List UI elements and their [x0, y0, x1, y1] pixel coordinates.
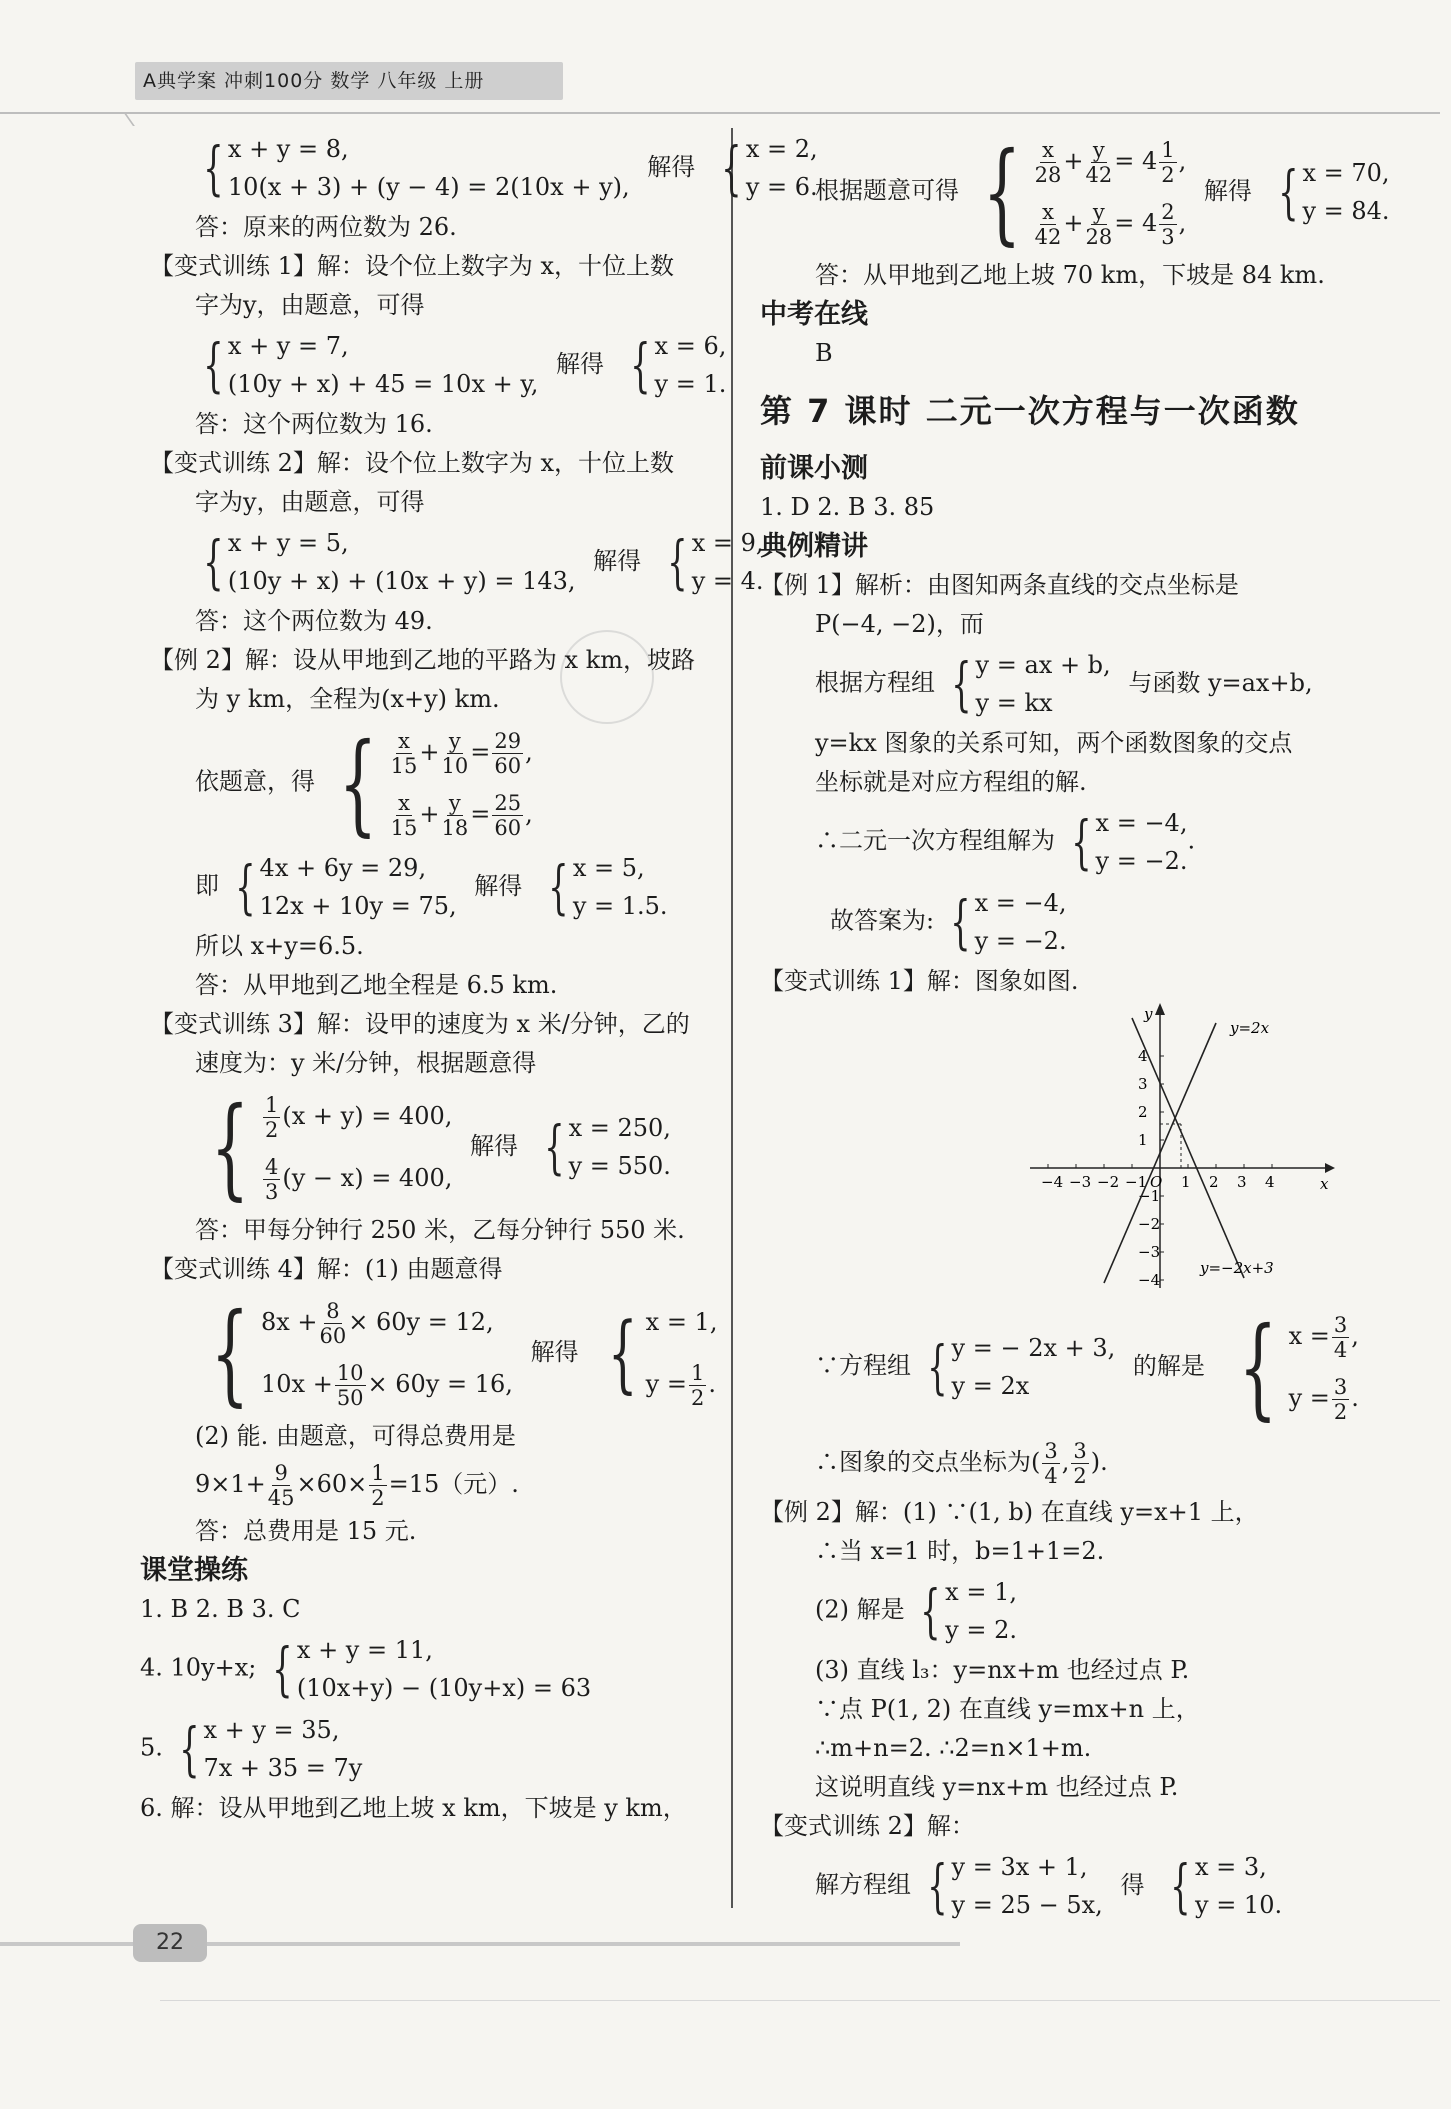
y-tick-label: −2: [1138, 1215, 1161, 1233]
exercise-4-title: 【变式训练 4】解：(1) 由题意得: [150, 1255, 503, 1283]
page-number: 22: [133, 1924, 207, 1962]
y-tick-label: −1: [1138, 1187, 1161, 1205]
system-exercise-4: { 8x + $\frac{8}{60}$ × 60y = 12, 10x + $\frac{10}{50}$ × 60y = 16, 解得 { x = 1, y = $\frac{1}{2}$ .: [210, 1289, 718, 1417]
y-tick-label: 1: [1138, 1131, 1148, 1149]
x-tick-label: 4: [1265, 1173, 1275, 1191]
x-axis-label: x: [1320, 1175, 1329, 1193]
answer-line: 答：原来的两位数为 26.: [195, 213, 457, 241]
system-simplified: 即 { 4x + 6y = 29, 12x + 10y = 75, 解得 { x = 5, y = 1.5.: [195, 853, 668, 921]
running-header: A典学案 冲刺100分 数学 八年级 上册: [135, 62, 563, 100]
right-column: [760, 128, 1390, 1926]
x-axis-arrow: [1325, 1163, 1335, 1173]
line-y-neg2x-plus3: [1132, 1018, 1244, 1278]
text-line: 为 y km，全程为(x+y) km.: [195, 685, 500, 713]
text-line: 这说明直线 y=nx+m 也经过点 P.: [815, 1773, 1179, 1801]
exercise-3-title: 【变式训练 3】解：设甲的速度为 x 米/分钟，乙的: [150, 1010, 690, 1038]
example-1-title: 【例 1】解析：由图知两条直线的交点坐标是: [760, 571, 1239, 599]
text-line: 字为y，由题意，可得: [195, 488, 425, 516]
text-line: (2) 能. 由题意，可得总费用是: [195, 1422, 516, 1450]
text-line: ∴当 x=1 时，b=1+1=2.: [815, 1537, 1105, 1565]
example-2-title: 【例 2】解：设从甲地到乙地的平路为 x km，坡路: [150, 646, 695, 674]
system-exercise-3: { $\frac{1}{2}$ (x + y) = 400, $\frac{4}{3}$ (y − x) = 400, 解得 { x = 250, y = 550.: [210, 1083, 671, 1211]
exercise-1-title-right: 【变式训练 1】解：图象如图.: [760, 967, 1079, 995]
x-tick-label: −4: [1041, 1173, 1064, 1191]
text-line: ∵点 P(1, 2) 在直线 y=mx+n 上，: [815, 1695, 1200, 1723]
system-example-1: 根据方程组 { y = ax + b, y = kx 与函数 y=ax+b,: [815, 650, 1313, 718]
system-exercise-2-right: 解方程组 { y = 3x + 1, y = 25 − 5x, 得 { x = 3, y = 10.: [815, 1852, 1283, 1920]
line2-label: y=−2x+3: [1200, 1259, 1274, 1277]
x-tick-label: −3: [1069, 1173, 1092, 1191]
answer-4: 4. 10y+x; { x + y = 11, (10x+y) − (10y+x) = 63: [140, 1635, 592, 1703]
exam-answer: B: [815, 339, 833, 367]
text-line: 字为y，由题意，可得: [195, 291, 425, 319]
y-tick-label: 4: [1138, 1047, 1148, 1065]
answer-line: 答：这个两位数为 16.: [195, 410, 433, 438]
y-tick-label: 2: [1138, 1103, 1148, 1121]
footer-rule-2: [160, 2000, 1440, 2001]
text-line: P(−4, −2)，而: [815, 610, 984, 638]
answers-1-3: 1. B 2. B 3. C: [140, 1595, 301, 1623]
system-solution-1: { x + y = 8, 10(x + 3) + (y − 4) = 2(10x + y), 解得 { x = 2, y = 6.: [203, 134, 818, 202]
x-tick-label: 2: [1209, 1173, 1219, 1191]
section-heading-practice: 课堂操练: [140, 1555, 248, 1586]
column-divider: [731, 128, 733, 1908]
answer-line: 答：这个两位数为 49.: [195, 607, 433, 635]
x-tick-label: −1: [1125, 1173, 1148, 1191]
y-tick-label: −4: [1138, 1271, 1161, 1289]
example-2-title-right: 【例 2】解：(1) ∵(1, b) 在直线 y=x+1 上，: [760, 1498, 1259, 1526]
system-exercise-1-right: ∵方程组 { y = − 2x + 3, y = 2x 的解是 { x = $\frac{3}{4}$ , y = $\frac{3}{2}$ .: [815, 1303, 1359, 1431]
origin-label: O: [1150, 1173, 1163, 1191]
section-heading-pretest: 前课小测: [760, 453, 868, 484]
final-answer: 故答案为: { x = −4, y = −2.: [830, 888, 1067, 956]
pretest-answers: 1. D 2. B 3. 85: [760, 493, 935, 521]
exercise-2-title-right: 【变式训练 2】解：: [760, 1812, 975, 1840]
text-line: 坐标就是对应方程组的解.: [815, 768, 1087, 796]
section-heading-examples: 典例精讲: [760, 531, 868, 562]
y-axis-label: y: [1144, 1005, 1153, 1023]
text-line: 所以 x+y=6.5.: [195, 932, 364, 960]
header-rule: [0, 112, 1440, 114]
exercise-2-title: 【变式训练 2】解：设个位上数字为 x，十位上数: [150, 449, 675, 477]
answer-line: 答：从甲地到乙地全程是 6.5 km.: [195, 971, 558, 999]
y-tick-label: 3: [1138, 1075, 1148, 1093]
line1-label: y=2x: [1230, 1019, 1270, 1037]
header-notch: [123, 112, 149, 126]
lesson-title: 第 7 课时 二元一次方程与一次函数: [760, 392, 1300, 430]
solution-line: ∴二元一次方程组解为 { x = −4, y = −2. .: [815, 808, 1196, 876]
text-line: ∴m+n=2. ∴2=n×1+m.: [815, 1734, 1092, 1762]
answer-5: 5. { x + y = 35, 7x + 35 = 7y: [140, 1715, 363, 1783]
text-line: (3) 直线 l₃：y=nx+m 也经过点 P.: [815, 1656, 1190, 1684]
system-example-2: 依题意，得 { $\frac{x}{15}$ + $\frac{y}{10}$ = $\frac{29}{60}$ , $\frac{x}{15}$ + $\frac{y}{18}$ = $\frac{25}{60}$ ,: [195, 719, 533, 847]
intersection-line: ∴图象的交点坐标为( $\frac{3}{4}$ , $\frac{3}{2}$ ).: [815, 1439, 1108, 1488]
function-graph: [1020, 1003, 1340, 1303]
cost-expression: 9×1+ $\frac{9}{45}$ ×60× $\frac{1}{2}$ =15（元）.: [195, 1461, 519, 1510]
text-line: 速度为：y 米/分钟，根据题意得: [195, 1049, 537, 1077]
answer-line: 答：总费用是 15 元.: [195, 1517, 417, 1545]
answer-6: 6. 解：设从甲地到乙地上坡 x km，下坡是 y km，: [140, 1794, 687, 1822]
part2-solution: (2) 解是 { x = 1, y = 2.: [815, 1577, 1017, 1645]
answer-line: 答：从甲地到乙地上坡 70 km，下坡是 84 km.: [815, 261, 1325, 289]
section-heading-exam: 中考在线: [760, 299, 868, 330]
system-answer-6: 根据题意可得 { $\frac{x}{28}$ + $\frac{y}{42}$ = 4 $\frac{1}{2}$ , $\frac{x}{42}$ + $\frac{y}{28}$ = 4 $\frac{2}{3}$ , 解得 { x = 70, y = 84.: [815, 128, 1390, 256]
x-tick-label: 3: [1237, 1173, 1247, 1191]
x-tick-label: −2: [1097, 1173, 1120, 1191]
system-exercise-1: { x + y = 7, (10y + x) + 45 = 10x + y, 解得 { x = 6, y = 1.: [203, 331, 727, 399]
y-axis-arrow: [1155, 1003, 1165, 1015]
text-line: y=kx 图象的关系可知，两个函数图象的交点: [815, 729, 1293, 757]
answer-line: 答：甲每分钟行 250 米，乙每分钟行 550 米.: [195, 1216, 685, 1244]
system-exercise-2: { x + y = 5, (10y + x) + (10x + y) = 143, 解得 { x = 9, y = 4.: [203, 528, 764, 596]
x-tick-label: 1: [1181, 1173, 1191, 1191]
y-tick-label: −3: [1138, 1243, 1161, 1261]
exercise-1-title: 【变式训练 1】解：设个位上数字为 x，十位上数: [150, 252, 675, 280]
